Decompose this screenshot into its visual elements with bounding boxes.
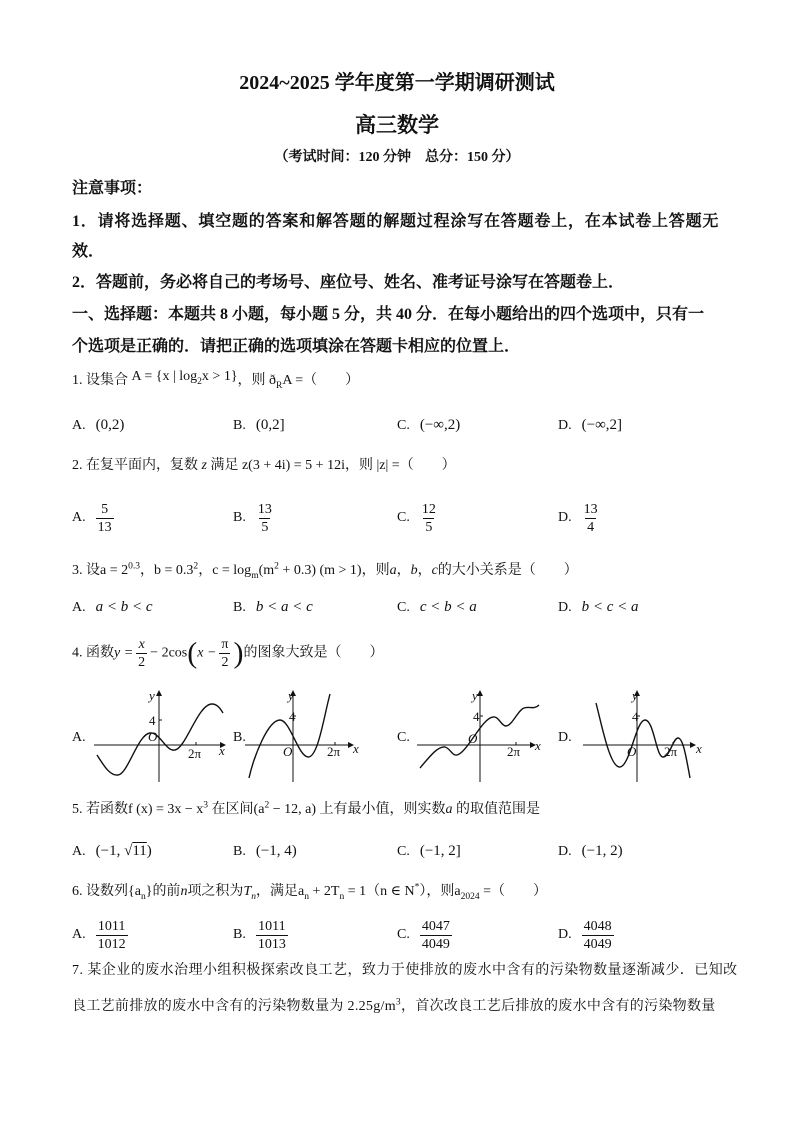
question-1-option-b xyxy=(233,415,285,436)
option-label: A. xyxy=(72,927,86,942)
question-text: 在区间 xyxy=(211,802,254,817)
option-value: (−∞,2] xyxy=(581,417,623,433)
function-lhs: y = xyxy=(114,645,134,661)
set-expression-part: A = {x | log xyxy=(131,369,198,384)
variable-n: n xyxy=(180,884,188,899)
function-curve xyxy=(596,703,690,778)
question-text: 设 xyxy=(86,563,100,578)
question-number: 5. xyxy=(72,802,83,817)
question-5-option-d xyxy=(558,841,623,862)
question-6-stem xyxy=(72,883,547,901)
question-text: 在复平面内，复数 xyxy=(86,458,198,473)
y-tick-label: 4 xyxy=(632,709,639,724)
numerator: 13 xyxy=(257,501,272,517)
option-value: (−∞,2) xyxy=(419,417,461,433)
function-curve xyxy=(249,694,330,778)
question-6-option-b xyxy=(233,915,291,955)
exponent: 0.3 xyxy=(128,561,141,572)
option-fraction xyxy=(420,501,438,536)
note-item-1-continued: 效． xyxy=(72,243,105,260)
exam-info: （考试时间：120 分钟 总分：150 分） xyxy=(274,150,520,165)
variable-b: b xyxy=(410,563,418,578)
function-curve xyxy=(97,704,223,775)
option-label: B. xyxy=(233,927,246,942)
modulus-expression: |z| = xyxy=(376,458,400,473)
numerator: 1011 xyxy=(97,918,126,934)
x-tick-label: 2π xyxy=(188,746,202,761)
recurrence-equation xyxy=(298,884,367,902)
option-value xyxy=(96,843,152,859)
x-tick-label: 2π xyxy=(507,744,521,759)
question-text: 设数列 xyxy=(86,884,128,899)
question-text: 的前 xyxy=(152,884,181,899)
complement-target: A = xyxy=(282,373,304,388)
denominator: 4 xyxy=(587,519,595,535)
a-definition xyxy=(100,563,140,578)
complex-equation: z(3 + 4i) = 5 + 12i xyxy=(241,458,345,473)
option-label: A. xyxy=(72,510,86,525)
numerator: 1011 xyxy=(258,918,286,934)
question-3-stem xyxy=(72,562,578,580)
numerator: x xyxy=(138,637,145,652)
option-fraction xyxy=(256,918,288,953)
separator: ， xyxy=(198,563,213,578)
question-5-option-b xyxy=(233,841,297,862)
denominator: 2 xyxy=(138,655,146,670)
interval-open: (−1, xyxy=(95,843,125,859)
question-text: ，则 xyxy=(361,563,390,578)
x-over-2-fraction xyxy=(136,636,147,671)
question-text: ），则 xyxy=(419,884,455,899)
option-fraction xyxy=(256,501,274,536)
x-tick-label: 2π xyxy=(664,744,678,759)
question-4-option-d-label: D. xyxy=(558,730,572,745)
unit-expression: 2.25g/m xyxy=(347,999,396,1014)
option-value: (−1, 2] xyxy=(419,843,461,859)
question-text: 上有最小值，则实数 xyxy=(319,802,446,817)
option-label: D. xyxy=(558,418,572,433)
question-4-option-b-label: B. xyxy=(233,730,246,745)
question-5-option-a xyxy=(72,841,152,862)
graph-option-b xyxy=(240,686,365,784)
subscript: n xyxy=(140,891,146,902)
question-text: 项之积为 xyxy=(187,884,244,899)
notes-heading: 注意事项： xyxy=(72,180,153,197)
question-4-stem xyxy=(72,636,383,671)
exam-title: 2024~2025 学年度第一学期调研测试 xyxy=(239,72,555,94)
pi-over-2-fraction xyxy=(219,636,230,671)
question-number: 4. xyxy=(72,645,83,661)
domain-condition xyxy=(380,884,419,899)
option-label: A. xyxy=(72,600,86,615)
question-text: 的大小关系是（ ） xyxy=(437,563,578,578)
question-3-option-d xyxy=(558,597,639,618)
term-symbol: a xyxy=(454,884,461,899)
set-expression-part: x > 1} xyxy=(201,369,238,384)
question-text: ，满足 xyxy=(256,884,298,899)
question-2-option-d xyxy=(558,498,603,538)
question-4-option-a-label: A. xyxy=(72,730,86,745)
subscript: n xyxy=(339,891,345,902)
denominator: 4049 xyxy=(583,936,612,952)
b-expression: b = 0.3 xyxy=(154,563,194,578)
denominator: 1012 xyxy=(97,936,126,952)
question-text: 若函数 xyxy=(86,802,128,817)
answer-blank: （ ） xyxy=(399,458,456,473)
question-6-option-c xyxy=(397,915,455,955)
exponent: 2 xyxy=(193,561,199,572)
origin-label: O xyxy=(148,729,158,744)
numerator: 12 xyxy=(421,501,436,517)
option-value: (0,2] xyxy=(255,417,285,433)
question-text: 设集合 xyxy=(86,373,128,388)
product-notation xyxy=(243,884,256,902)
question-text: 的取值范围是 xyxy=(455,802,540,817)
question-2-option-c xyxy=(397,498,441,538)
complement-expression xyxy=(269,373,304,391)
c-definition xyxy=(212,561,362,581)
x-axis-label: x xyxy=(219,743,225,758)
equation-part: = 1 xyxy=(344,884,367,899)
origin-label: O xyxy=(627,744,637,759)
option-value: b < a < c xyxy=(255,599,313,615)
option-fraction xyxy=(582,918,614,953)
y-tick-label: 4 xyxy=(289,709,296,724)
option-value: (−1, 4) xyxy=(255,843,297,859)
option-fraction xyxy=(420,918,452,953)
question-2-option-b xyxy=(233,498,277,538)
question-text: （ xyxy=(366,884,381,899)
sequence-notation xyxy=(128,884,153,902)
question-3-option-b xyxy=(233,597,313,618)
denominator: 5 xyxy=(425,519,433,535)
option-value: (0,2) xyxy=(95,417,125,433)
question-number: 2. xyxy=(72,458,83,473)
question-4-option-c-label: C. xyxy=(397,730,410,745)
subscript: n xyxy=(251,891,256,902)
argument-expression: x − xyxy=(197,645,217,661)
answer-blank: =（ ） xyxy=(479,884,548,899)
subject-title: 高三数学 xyxy=(355,113,439,137)
interval-close: ) xyxy=(146,843,152,859)
denominator: 13 xyxy=(97,519,112,535)
question-6-option-a xyxy=(72,915,131,955)
origin-label: O xyxy=(468,731,478,746)
y-axis-arrow xyxy=(156,690,162,696)
target-term xyxy=(454,884,548,902)
question-2-option-a xyxy=(72,498,117,538)
variable-a: a xyxy=(445,802,453,817)
variable-c: c xyxy=(431,563,438,578)
x-tick-label: 2π xyxy=(327,744,341,759)
condition-part: n ∈ N xyxy=(380,884,415,899)
answer-blank: （ ） xyxy=(303,373,360,388)
variable-z: z xyxy=(201,458,207,473)
function-expression: f (x) = 3x − x xyxy=(128,802,204,817)
superscript: 3 xyxy=(395,997,401,1008)
log-base: 2 xyxy=(197,376,202,387)
option-label: B. xyxy=(233,844,246,859)
question-1-option-a xyxy=(72,415,124,436)
numerator: π xyxy=(221,637,229,652)
separator: ， xyxy=(417,563,432,578)
question-number: 1. xyxy=(72,373,83,388)
sequence-part: } xyxy=(145,884,153,899)
separator: ， xyxy=(140,563,155,578)
option-label: B. xyxy=(233,600,246,615)
section-heading-continued: 个选项是正确的．请把正确的选项填涂在答题卡相应的位置上． xyxy=(72,338,521,355)
numerator: 4047 xyxy=(421,918,450,934)
question-1-option-c xyxy=(397,415,460,436)
option-value: (−1, 2) xyxy=(581,843,623,859)
subscript: n xyxy=(304,891,309,902)
question-text: 函数 xyxy=(86,645,114,661)
option-value: a < b < c xyxy=(95,599,153,615)
question-5-stem xyxy=(72,801,540,819)
complement-symbol: ð xyxy=(269,373,277,388)
origin-label: O xyxy=(283,744,293,759)
question-7-stem-continued xyxy=(72,998,716,1016)
interval-part: − 12, a) xyxy=(269,802,316,817)
interval-expression xyxy=(254,802,316,817)
option-label: C. xyxy=(397,418,410,433)
question-text: ，则 xyxy=(344,458,373,473)
condition: (m > 1) xyxy=(319,563,362,578)
y-tick-label: 4 xyxy=(149,713,156,728)
question-3-option-c xyxy=(397,597,477,618)
question-1-option-d xyxy=(558,415,622,436)
option-value: b < c < a xyxy=(581,599,639,615)
option-fraction xyxy=(582,501,600,536)
numerator: 13 xyxy=(583,501,598,517)
option-label: B. xyxy=(233,510,246,525)
option-label: D. xyxy=(558,927,572,942)
function-definition xyxy=(128,802,208,817)
y-tick-label: 4 xyxy=(473,709,480,724)
numerator: 5 xyxy=(101,501,109,517)
set-a-definition xyxy=(131,369,238,387)
denominator: 2 xyxy=(221,655,229,670)
question-number: 6. xyxy=(72,884,83,899)
exponent: 3 xyxy=(203,800,209,811)
question-text: 良工艺前排放的废水中含有的污染物数量为 xyxy=(72,999,344,1014)
section-heading: 一、选择题：本题共 8 小题，每小题 5 分，共 40 分．在每小题给出的四个选项中，只有一 xyxy=(72,306,705,323)
question-text: 的图象大致是（ ） xyxy=(243,645,384,661)
question-6-option-d xyxy=(558,915,617,955)
option-fraction xyxy=(96,501,114,536)
graph-option-d xyxy=(578,686,710,784)
option-label: D. xyxy=(558,844,572,859)
option-label: C. xyxy=(397,844,410,859)
note-item-2: 2．答题前，务必将自己的考场号、座位号、姓名、准考证号涂写在答题卷上． xyxy=(72,274,625,291)
question-text: ，则 xyxy=(237,373,266,388)
sequence-part: {a xyxy=(128,884,141,899)
subscript: 2024 xyxy=(460,891,480,902)
option-label: A. xyxy=(72,844,86,859)
option-fraction xyxy=(96,918,128,953)
superscript: * xyxy=(414,882,420,893)
question-number: 3. xyxy=(72,563,83,578)
log-base: m xyxy=(251,570,259,581)
universal-set: R xyxy=(276,380,283,391)
option-label: A. xyxy=(72,418,86,433)
equation-part: a xyxy=(298,884,305,899)
equation-part: + 2T xyxy=(308,884,340,899)
denominator: 5 xyxy=(261,519,269,535)
x-axis-label: x xyxy=(353,741,359,756)
option-label: B. xyxy=(233,418,246,433)
question-text: ，首次改良工艺后排放的废水中含有的污染物数量 xyxy=(400,999,716,1014)
concentration-value xyxy=(348,999,401,1014)
graph-option-a xyxy=(92,686,232,784)
question-1-stem xyxy=(72,369,360,391)
option-label: D. xyxy=(558,600,572,615)
numerator: 4048 xyxy=(583,918,612,934)
b-definition xyxy=(154,563,198,578)
option-label: C. xyxy=(397,510,410,525)
c-expression: (m xyxy=(258,563,275,578)
product-symbol: T xyxy=(243,884,252,899)
radicand: 11 xyxy=(132,843,147,859)
y-axis-label: y xyxy=(632,688,638,703)
denominator: 4049 xyxy=(421,936,450,952)
right-parenthesis: ) xyxy=(233,636,244,670)
cos-term: − 2cos xyxy=(150,645,188,661)
note-item-1: 1．请将选择题、填空题的答案和解答题的解题过程涂写在答题卷上，在本试卷上答题无 xyxy=(72,213,720,230)
a-expression: a = 2 xyxy=(100,563,129,578)
radical-sign: √ xyxy=(124,843,133,859)
option-label: D. xyxy=(558,510,572,525)
y-axis-label: y xyxy=(288,688,294,703)
y-axis-arrow xyxy=(477,690,483,696)
question-5-option-c xyxy=(397,841,461,862)
question-2-stem xyxy=(72,457,456,475)
separator: ， xyxy=(396,563,411,578)
option-label: C. xyxy=(397,927,410,942)
denominator: 1013 xyxy=(257,936,286,952)
variable-a: a xyxy=(389,563,397,578)
question-text: 满足 xyxy=(210,458,239,473)
y-axis-label: y xyxy=(149,688,155,703)
x-axis-label: x xyxy=(696,741,702,756)
question-3-option-a xyxy=(72,597,153,618)
interval-part: (a xyxy=(253,802,265,817)
x-axis-label: x xyxy=(535,738,541,753)
c-expression: + 0.3) xyxy=(278,563,316,578)
question-7-stem: 7. 某企业的废水治理小组积极探索改良工艺，致力于使排放的废水中含有的污染物数量逐渐减少．已知改 xyxy=(72,963,738,978)
graph-option-c xyxy=(412,686,552,784)
option-label: C. xyxy=(397,600,410,615)
y-axis-label: y xyxy=(472,688,478,703)
exponent: 2 xyxy=(264,800,270,811)
c-expression: c = log xyxy=(212,563,252,578)
left-parenthesis: ( xyxy=(187,636,198,670)
exponent: 2 xyxy=(274,561,279,572)
option-value: c < b < a xyxy=(419,599,477,615)
